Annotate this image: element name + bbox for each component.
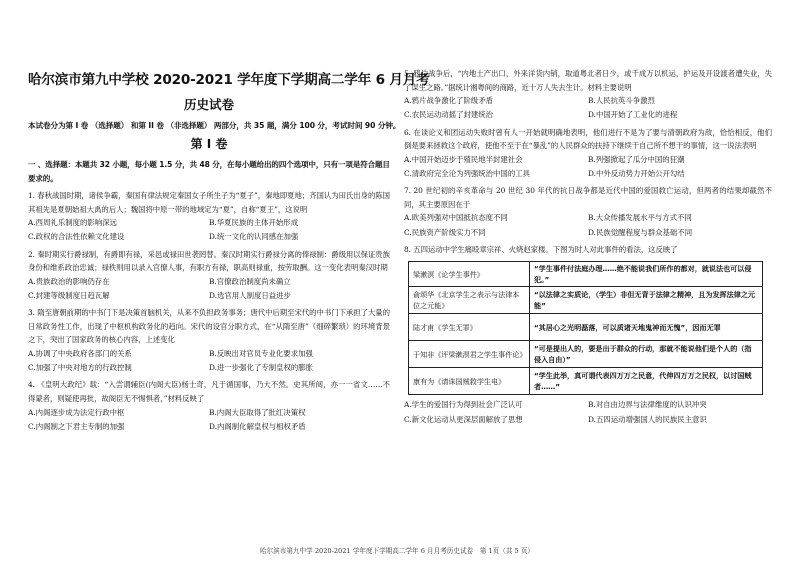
question-stem: 2. 秦时期实行爵禄制，有爵即有禄，采邑或禄田世袭罔替。秦汉时期实行爵禄分离的俸禄制：爵级用以保证贵族身份和维系政治忠诚；禄秩则用以录入官僚人事，有职方有禄，职高则禄重，按劳取酬。这一变化表明秦汉时期 xyxy=(28,249,390,273)
page-footer: 哈尔滨市第九中学 2020-2021 学年度下学期高二学年 6 月月考历史试卷 第 1页（共 5 页） xyxy=(259,547,535,555)
question-stem: 3. 隋至唐朝前期的中书门下是决策首脑机关，从来不负担政务事务；唐代中后期至宋代的中书门下承担了大量的日常政务性工作，出现了中枢机构政务化的趋向。宋代的设官分职方式，在“从隋至唐”（细碎繁琐）的环境背景之下，突出了国家政务的核心内容，上述变化 xyxy=(28,308,390,345)
option-b[interactable]: B.内阁大臣取得了批红决策权 xyxy=(209,407,306,417)
option-b[interactable]: B.人民抗英斗争激烈 xyxy=(588,96,655,106)
question-stem: 6. 在谈论义和团运动失败时曾有人一开始就明确地表明，他们进行不是为了要与清朝政府为敌，恰恰相反，他们倒是要来拯救这个政府，使他不至于在“暴乱”的人民群众的扶持下继续干自己所不想干的事情，这一说法表明 xyxy=(404,127,772,151)
option-b[interactable]: B.华夏民族的主体开始形成 xyxy=(209,218,299,228)
question-1 xyxy=(28,189,390,245)
option-a[interactable]: A.欧美列强对中国抵抗态度不同 xyxy=(404,213,508,223)
option-d[interactable]: D.中国开始了工业化的进程 xyxy=(588,110,678,120)
option-a[interactable]: A.西周礼乐制度的影响深远 xyxy=(28,218,117,228)
question-options xyxy=(28,275,390,303)
quote-text: “可是提出人的，要是出于群众的行动，那就不能说他们是个人的（指侵入自由）” xyxy=(530,341,763,368)
quote-text: “其居心之光明磊落，可以质诸天地鬼神而无愧”，因而无罪 xyxy=(530,314,763,341)
table-row xyxy=(409,287,763,314)
option-b[interactable]: B.大众传播发展水平与方式不同 xyxy=(588,213,692,223)
question-stem: 7. 20 世纪初的辛亥革命与 20 世纪 30 年代的抗日战争都是近代中国的爱国救亡运动，但两者的结果却截然不同，其主要原因在于 xyxy=(404,186,772,209)
quote-table xyxy=(408,261,763,395)
right-column xyxy=(404,64,772,427)
quote-text: “学生事件付法庭办理……绝不能说我们所作的都对，就说法也可以侵犯。” xyxy=(530,262,763,287)
question-8 xyxy=(404,243,772,427)
question-stem: 8. 五四运动中学生痛殴章宗祥、火烧赵家楼。下图为时人对此事件的看法，这反映了 xyxy=(404,244,678,254)
option-d[interactable]: D.进一步强化了专制皇权的膨胀 xyxy=(209,363,314,373)
option-c[interactable]: C.封建等级制度日趋瓦解 xyxy=(28,290,110,300)
option-c[interactable]: C.清政府完全沦为列强统治中国的工具 xyxy=(404,168,530,178)
option-b[interactable]: B.官僚政治制度尚未确立 xyxy=(209,276,291,286)
option-a[interactable]: A.中国开始迈步于殖民地半封建社会 xyxy=(404,154,523,164)
question-5 xyxy=(404,67,772,123)
option-d[interactable]: D.选官用人制度日益进步 xyxy=(209,290,291,300)
option-c[interactable]: C.内阁制之下君主专制的加强 xyxy=(28,421,125,431)
option-a[interactable]: A.贵族政治的影响仍存在 xyxy=(28,276,110,286)
question-4 xyxy=(28,378,390,434)
table-row xyxy=(409,341,763,368)
question-options xyxy=(28,347,390,375)
option-b[interactable]: B.对自由边界与法律维度的认识冲突 xyxy=(588,400,707,410)
quote-source: 康有为《请诛国贼救学生电》 xyxy=(409,368,530,395)
section-instruction: 一 、选择题：本题共 32 小题，每小题 1.5 分，共 48 分，在每小题给出的四个选项中，只有一项是符合题目要求的。 xyxy=(28,160,390,183)
question-stem: 5. 鸦片战争后，“内地土产出口，外来洋货内销，取道粤北者日少，或千成万以机运，护运及开设渡者遭失业，失了谋生之路。”据统计湘粤间的商路，近十万人失去生计。材料主要说明 xyxy=(404,69,772,92)
table-row xyxy=(409,262,763,287)
question-stem: 4. 《皇明大政纪》载：“入尝谓辅臣(内阁大臣)杨士奇，凡于循国事，乃大不然。史其所阅，亦一一省文……不得蒙者，则疑使再批，故阁臣无不惕惧者，”材料反映了 xyxy=(28,380,390,403)
option-d[interactable]: D.统一文化的认同感在加强 xyxy=(209,232,299,242)
question-options xyxy=(404,153,772,181)
option-c[interactable]: C.民族资产阶级实力不同 xyxy=(404,227,486,237)
quote-text: “学生此举，真可谓代表四万万之民意，代伸四万万之民权，以讨国贼者……” xyxy=(530,368,763,395)
option-a[interactable]: A.内阁逐步成为法定行政中枢 xyxy=(28,407,125,417)
option-b[interactable]: B.反映出对官员专业化要求加强 xyxy=(209,348,313,358)
question-6 xyxy=(404,126,772,182)
option-c[interactable]: C.加强了中央对地方的行政控制 xyxy=(28,363,132,373)
option-d[interactable]: D.内阁制化解皇权与相权矛盾 xyxy=(209,421,306,431)
question-2 xyxy=(28,248,390,304)
table-row xyxy=(409,314,763,341)
option-a[interactable]: A.协调了中央政府各部门的关系 xyxy=(28,348,132,358)
question-options xyxy=(404,398,772,426)
quote-source: 陆才甫《学生无罪》 xyxy=(409,314,530,341)
question-options xyxy=(404,94,772,122)
quote-text: “以法律之实质论，（学生）非但无背于法律之精神，且为发挥法律之元能” xyxy=(530,287,763,314)
table-row xyxy=(409,368,763,395)
question-options xyxy=(28,216,390,244)
option-a[interactable]: A.学生的爱国行为得到社会广泛认可 xyxy=(404,400,523,410)
option-c[interactable]: C.新文化运动从更深层面解放了思想 xyxy=(404,414,523,424)
exam-subtitle: 历史试卷 xyxy=(183,97,234,112)
question-options xyxy=(404,211,772,239)
question-3 xyxy=(28,306,390,375)
left-column xyxy=(28,62,430,434)
question-stem: 1. 春秋战国时期，诸侯争霸，秦国有律法规定秦国女子所生子为“夏子”，秦地即夏地；齐国认为田氏出身的陈国其祖先是夏朝始祖大禹的后人；魏国将中原一带的地域定为“夏”，自称“夏王”，这说明 xyxy=(28,191,390,214)
option-c[interactable]: C.政权的合法性依赖文化建设 xyxy=(28,232,125,242)
option-a[interactable]: A.鸦片战争激化了阶级矛盾 xyxy=(404,96,493,106)
question-options xyxy=(28,406,390,434)
quote-source: 于知非《评梁漱溟君之学生事件论》 xyxy=(409,341,530,368)
quote-source: 俞颂华《北京学生之表示与法律本位之元能》 xyxy=(409,287,530,314)
option-d[interactable]: D.中外反动势力开始公开勾结 xyxy=(588,168,685,178)
option-d[interactable]: D.民族觉醒程度与群众基础不同 xyxy=(588,227,693,237)
option-d[interactable]: D.五四运动增强国人的民族民主意识 xyxy=(588,414,707,424)
quote-source: 梁漱溟《论学生事件》 xyxy=(409,262,530,287)
question-7 xyxy=(404,184,772,240)
option-c[interactable]: C.农民运动动摇了封建统治 xyxy=(404,110,494,120)
exam-title: 哈尔滨市第九中学校 2020-2021 学年度下学期高二学年 6 月月考 xyxy=(28,72,430,88)
exam-note: 本试卷分为第 I 卷 （选择题） 和第 II 卷 （非选择题） 两部分，共 35 题，满分 100 分，考试时间 90 分钟。 xyxy=(28,121,401,130)
option-b[interactable]: B.列强掀起了瓜分中国的狂潮 xyxy=(588,154,685,164)
volume-heading: 第 I 卷 xyxy=(190,137,228,151)
